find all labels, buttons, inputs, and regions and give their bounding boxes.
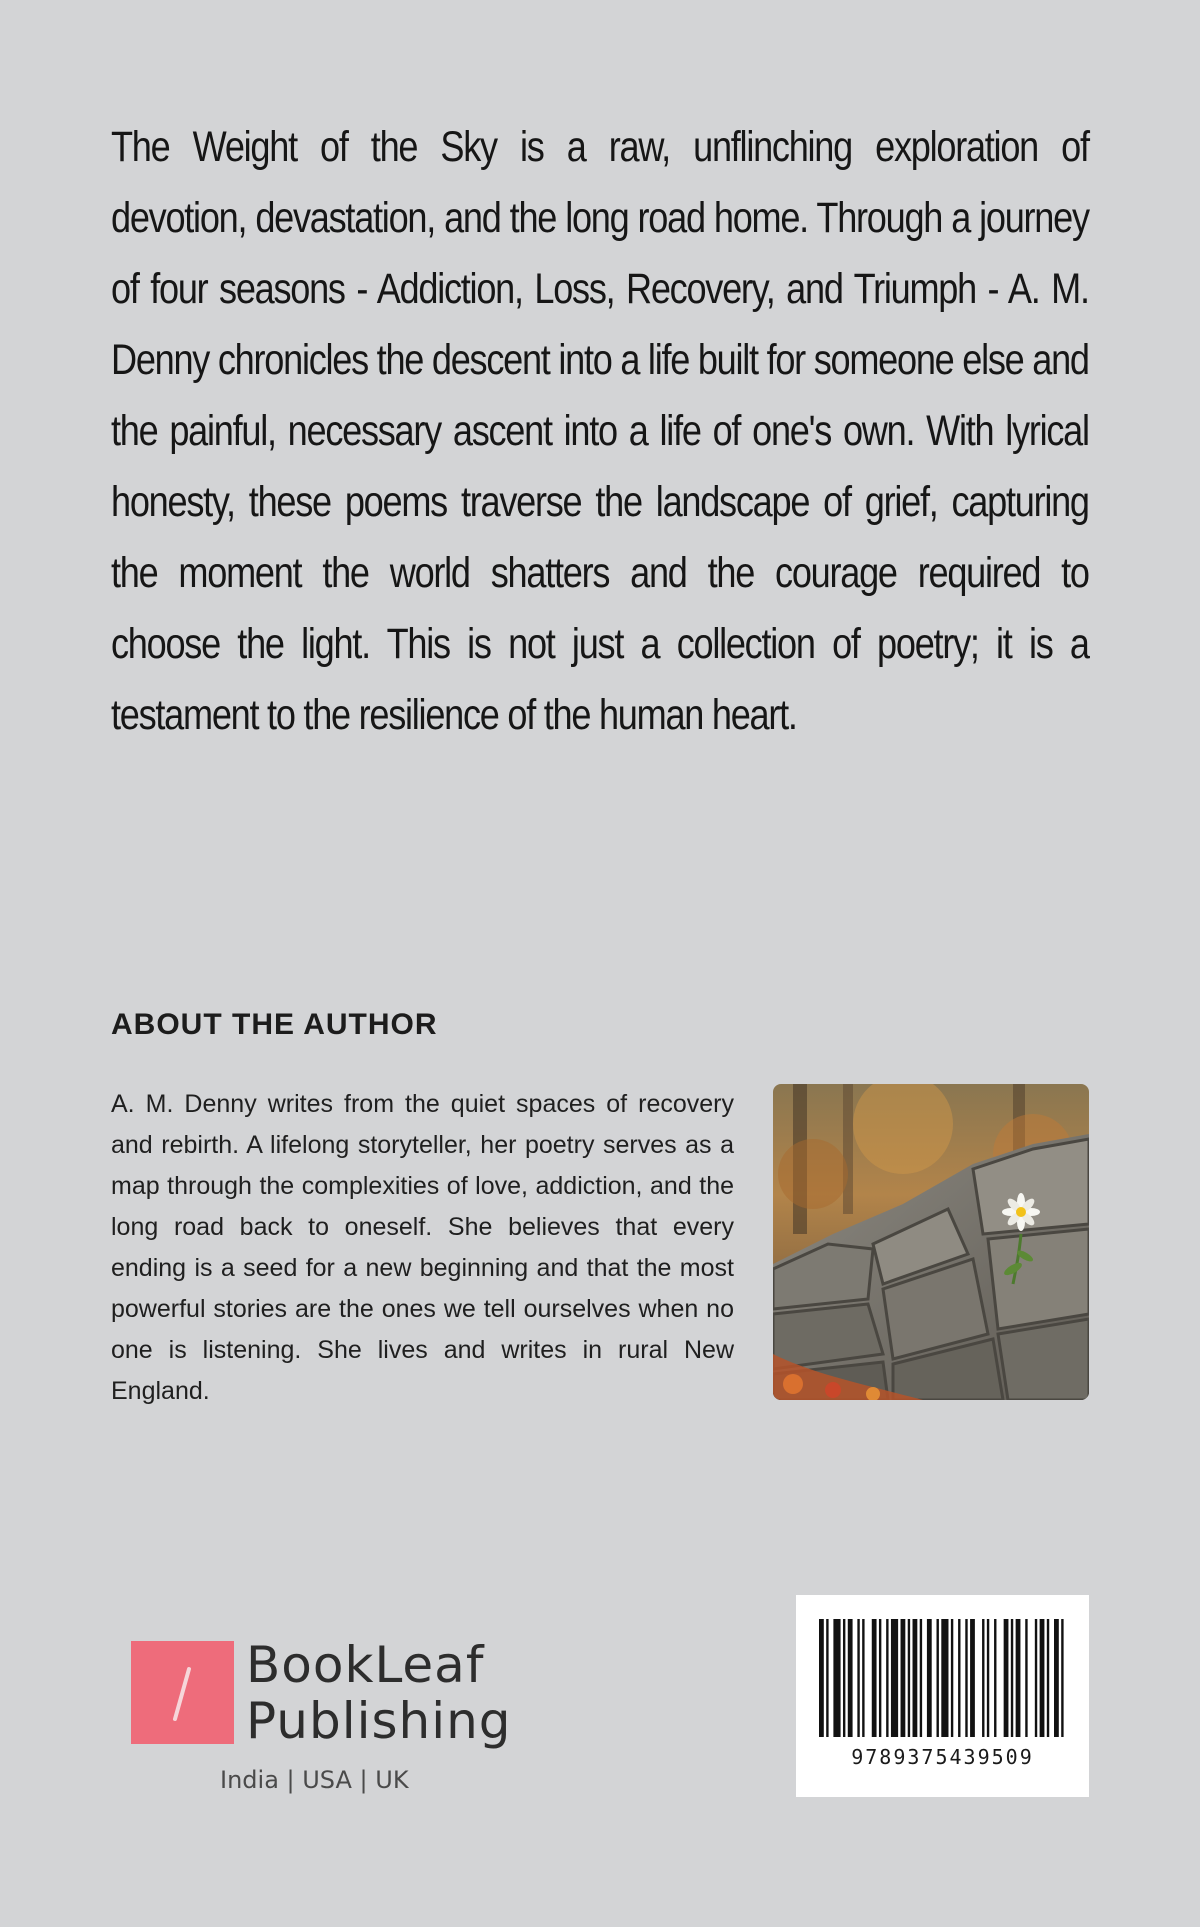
barcode-bar bbox=[965, 1619, 967, 1737]
barcode-bar bbox=[913, 1619, 918, 1737]
back-cover-blurb: The Weight of the Sky is a raw, unflinching exploration of devotion, devastation, and the long road home. Through a journey of four seasons - Addiction, Loss, Recovery, and Triumph - A. M. Denny chronicles the descent into a life built for someone else and the painful, necessary ascent into a life of one's own. With lyrical honesty, these poems traverse the landscape of grief, capturing the moment the world shatters and the courage required to choose the light. This is not just a collection of poetry; it is a testament to the resilience of the human heart. bbox=[111, 123, 1089, 739]
barcode-bar bbox=[970, 1619, 975, 1737]
barcode-bar bbox=[826, 1619, 828, 1737]
barcode-bar bbox=[862, 1619, 864, 1737]
publisher-regions: India | USA | UK bbox=[220, 1766, 409, 1794]
barcode-bar bbox=[1040, 1619, 1045, 1737]
barcode-bar bbox=[941, 1619, 948, 1737]
barcode-bar bbox=[857, 1619, 859, 1737]
barcode-bar bbox=[1035, 1619, 1037, 1737]
barcode-bar bbox=[872, 1619, 877, 1737]
barcode-bar bbox=[927, 1619, 932, 1737]
barcode-bar bbox=[994, 1619, 996, 1737]
bookleaf-slash-icon bbox=[131, 1641, 234, 1744]
publisher-logo bbox=[131, 1636, 531, 1800]
barcode-bar bbox=[1004, 1619, 1009, 1737]
barcode-bar bbox=[1061, 1619, 1063, 1737]
publisher-name-line1: BookLeaf bbox=[246, 1636, 485, 1694]
barcode-bar bbox=[1016, 1619, 1021, 1737]
barcode-bar bbox=[982, 1619, 984, 1737]
barcode-bar bbox=[879, 1619, 881, 1737]
barcode-bar bbox=[987, 1619, 989, 1737]
publisher-name-line2: Publishing bbox=[246, 1692, 512, 1750]
about-author-heading: ABOUT THE AUTHOR bbox=[111, 1008, 438, 1041]
barcode-bar bbox=[891, 1619, 898, 1737]
barcode-bar bbox=[886, 1619, 888, 1737]
barcode-bar bbox=[908, 1619, 910, 1737]
isbn-barcode bbox=[796, 1595, 1089, 1797]
barcode-bar bbox=[1047, 1619, 1049, 1737]
barcode-bar bbox=[951, 1619, 953, 1737]
barcode-bar bbox=[833, 1619, 840, 1737]
barcode-bar bbox=[958, 1619, 960, 1737]
barcode-bar bbox=[819, 1619, 824, 1737]
isbn-number: 9789375439509 bbox=[851, 1745, 1034, 1769]
barcode-bar bbox=[1025, 1619, 1027, 1737]
author-bio: A. M. Denny writes from the quiet spaces of recovery and rebirth. A lifelong storyteller, her poetry serves as a map through the complexities of love, addiction, and the long road back to oneself. She believes that every ending is a seed for a new beginning and that the most powerful stories are the ones we tell ourselves when no one is listening. She lives and writes in rural New England. bbox=[111, 1090, 734, 1405]
barcode-bar bbox=[843, 1619, 845, 1737]
barcode-bars bbox=[819, 1619, 1066, 1737]
author-photo-stone-wall-daisy bbox=[773, 1084, 1089, 1400]
barcode-bar bbox=[920, 1619, 922, 1737]
barcode-bar bbox=[901, 1619, 906, 1737]
barcode-bar bbox=[1054, 1619, 1059, 1737]
barcode-bar bbox=[937, 1619, 939, 1737]
barcode-bar bbox=[848, 1619, 853, 1737]
barcode-bar bbox=[1011, 1619, 1013, 1737]
